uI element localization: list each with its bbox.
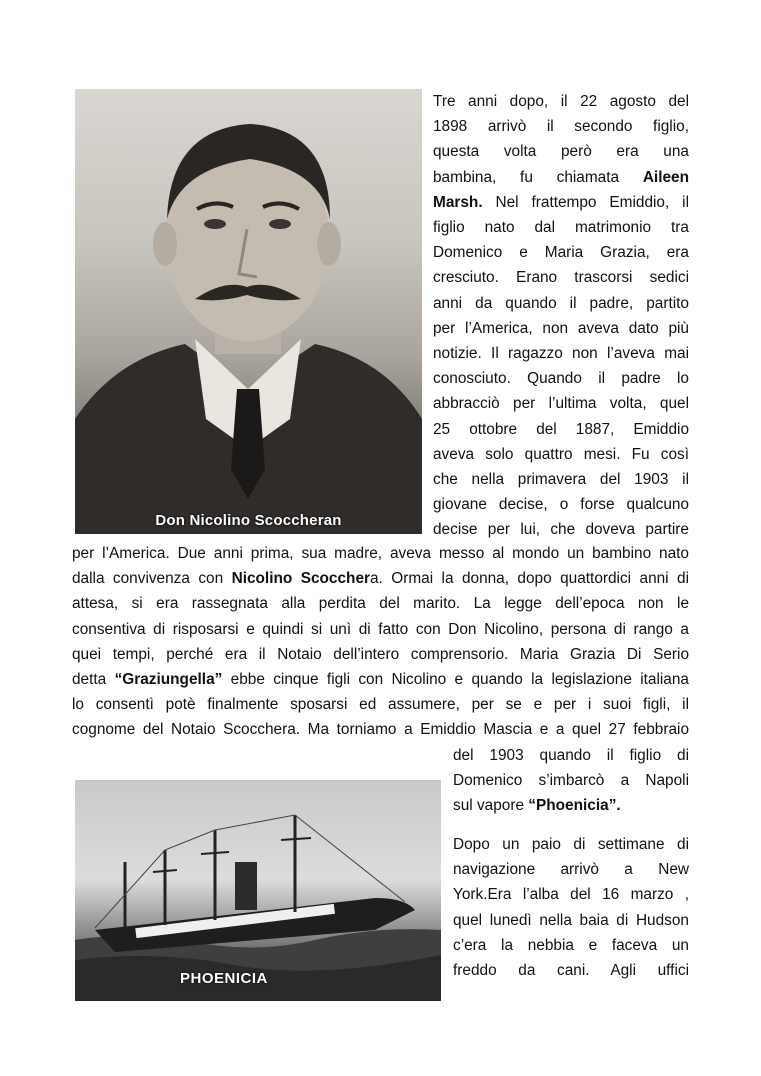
text-line [72, 642, 689, 667]
text-line [433, 89, 689, 114]
text-line [72, 717, 689, 742]
text-line [433, 215, 689, 240]
text-line [453, 882, 689, 907]
text-line [72, 541, 689, 566]
text-line [453, 768, 689, 793]
text-run: Dopo un paio di settimane di [453, 836, 689, 853]
text-line [72, 667, 689, 692]
text-line [453, 908, 689, 933]
text-line [433, 190, 689, 215]
text-line [72, 617, 689, 642]
text-line [453, 933, 689, 958]
text-run: sul vapore [453, 797, 529, 815]
text-run: 1898 arrivò il secondo figlio, [433, 118, 689, 136]
text-line [433, 467, 689, 492]
text-line [433, 291, 689, 316]
text-run: decise per lui, che doveva partire [433, 521, 689, 539]
text-line [433, 391, 689, 416]
ship-illustration [75, 780, 441, 1001]
text-line [433, 442, 689, 467]
text-run: figlio nato dal matrimonio tra [433, 219, 689, 237]
text-line [433, 492, 689, 517]
text-line [453, 857, 689, 882]
full-width-paragraph [72, 541, 689, 743]
text-line [433, 366, 689, 391]
text-run: anni da quando il padre, partito [433, 294, 689, 312]
bold-text: “Graziungella” [114, 671, 223, 689]
text-line [433, 265, 689, 290]
text-line [433, 417, 689, 442]
text-run: Domenico e Maria Grazia, era [433, 244, 689, 262]
text-line [433, 341, 689, 366]
text-run: dalla convivenza con [72, 570, 232, 588]
text-line [433, 240, 689, 265]
text-run: questa volta però era una [433, 143, 689, 161]
text-line [72, 566, 689, 591]
text-run: a. Ormai la donna, dopo quattordici anni di [370, 570, 689, 588]
text-run: notizie. Il ragazzo non l’aveva mai [433, 345, 689, 363]
text-line [433, 139, 689, 164]
text-line [433, 316, 689, 341]
ship-photo [75, 780, 441, 1001]
text-run: cognome del Notaio Scocchera. Ma torniamo a Emiddio Mascia e a quel 27 febbraio [72, 721, 689, 739]
text-run: del 1903 quando il figlio di [453, 747, 689, 764]
portrait-photo [75, 89, 422, 534]
text-run: Domenico s’imbarcò a Napoli [453, 772, 689, 790]
ship-caption: PHOENICIA [180, 970, 268, 987]
text-line [433, 114, 689, 139]
bold-text: Nicolino Scoccher [231, 570, 370, 588]
text-run: bambina, fu chiamata [433, 168, 643, 186]
text-line [433, 165, 689, 190]
bold-text: Aileen [642, 168, 689, 186]
text-run: freddo da cani. Agli uffici [453, 962, 689, 980]
text-run: giovane decise, o forse qualcuno [433, 496, 689, 514]
text-run: Nel frattempo Emiddio, il [482, 193, 689, 211]
text-run: Tre anni dopo, il 22 agosto del [433, 93, 689, 110]
bold-text: Marsh. [433, 193, 483, 211]
text-run: c’era la nebbia e faceva un [453, 936, 689, 954]
text-line [72, 591, 689, 616]
text-run: per l’America. Due anni prima, sua madre, aveva messo al mondo un bambino nato [72, 545, 689, 562]
portrait-caption: Don Nicolino Scoccheran [155, 512, 342, 529]
text-run: consentiva di risposarsi e quindi si unì di fatto con Don Nicolino, persona di rango a [72, 620, 689, 638]
text-line [72, 692, 689, 717]
text-line [453, 743, 689, 768]
text-run: lo consentì potè finalmente sposarsi ed assumere, per se e per i suoi figli, il [72, 696, 689, 714]
text-run: navigazione arrivò a New [453, 861, 689, 879]
text-run: abbracciò per l’ultima volta, quel [433, 395, 689, 413]
text-run: quel lunedì nella baia di Hudson [453, 911, 689, 929]
text-run: ebbe cinque figli con Nicolino e quando la legislazione italiana [222, 671, 689, 689]
text-run: detta [72, 671, 115, 689]
text-run: quei tempi, perché era il Notaio dell’intero comprensorio. Maria Grazia Di Serio [72, 645, 689, 663]
column-text-ship-2 [453, 832, 689, 983]
text-run: attesa, si era rassegnata alla perdita del marito. La legge dell’epoca non le [72, 595, 689, 613]
column-text-ship-1 [453, 743, 689, 819]
text-run: 25 ottobre del 1887, Emiddio [433, 420, 689, 438]
text-run: aveva solo quattro mesi. Fu così [433, 445, 689, 463]
text-line [453, 958, 689, 983]
text-run: per l’America, non aveva dato più [433, 319, 689, 337]
text-run: York.Era l’alba del 16 marzo , [453, 886, 689, 904]
text-run: conosciuto. Quando il padre lo [433, 370, 689, 388]
text-run: che nella primavera del 1903 il [433, 471, 689, 489]
portrait-illustration [75, 89, 422, 534]
text-run: cresciuto. Erano trascorsi sedici [433, 269, 689, 287]
text-line [453, 793, 689, 818]
text-line [453, 832, 689, 857]
text-line [433, 517, 689, 542]
bold-text: “Phoenicia”. [528, 797, 621, 815]
column-text-right [433, 89, 689, 543]
